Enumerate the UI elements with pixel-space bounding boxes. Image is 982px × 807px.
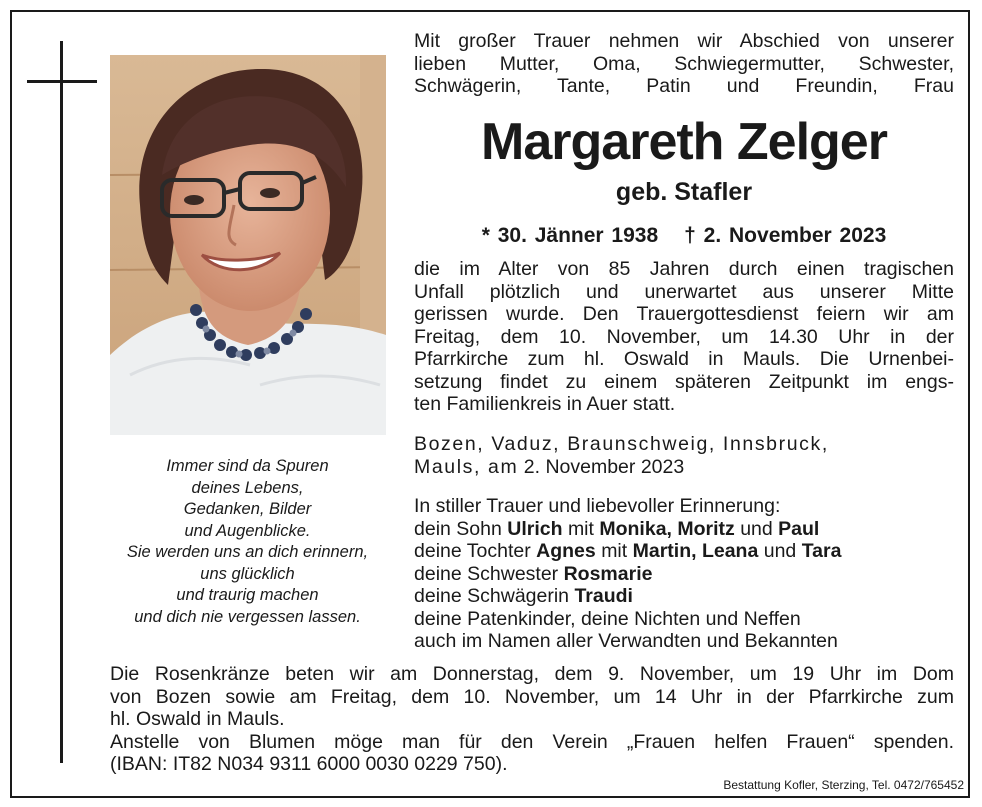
body-line: Unfall plötzlich und unerwartet aus unserer Mitte <box>414 280 954 303</box>
mourners-list <box>414 495 954 653</box>
cross-vertical-bar <box>60 41 63 763</box>
poem-line: und traurig machen <box>176 586 319 604</box>
body-line: Freitag, dem 10. November, um 14.30 Uhr in der <box>414 325 954 348</box>
date-line <box>414 456 954 479</box>
mourners-intro: In stiller Trauer und liebevoller Erinnerung: <box>414 495 781 517</box>
donation-line: Anstelle von Blumen möge man für den Verein „Frauen helfen Frauen“ spenden. <box>110 730 954 753</box>
mourner-son: dein Sohn Ulrich mit Monika, Moritz und Paul <box>414 517 820 540</box>
service-line: von Bozen sowie am Freitag, dem 10. November, um 14 Uhr in der Pfarrkirche zum <box>110 685 954 708</box>
mourner-sister-in-law: deine Schwägerin Traudi <box>414 585 633 607</box>
service-line: Die Rosenkränze beten wir am Donnerstag, dem 9. November, um 19 Uhr im Dom <box>110 663 954 685</box>
intro-line: Mit großer Trauer nehmen wir Abschied von unserer <box>414 30 954 52</box>
body-line: setzung findet zu einem späteren Zeitpunkt im engs- <box>414 370 954 393</box>
poem-line: und Augenblicke. <box>184 521 311 540</box>
place-mauls: Mauls, am <box>414 455 519 478</box>
deceased-name: Margareth Zelger <box>481 113 887 171</box>
places-and-date <box>414 433 954 478</box>
poem-line: Sie werden uns an dich erinnern, <box>126 543 369 561</box>
memorial-poem <box>105 456 390 628</box>
signing-date: 2. November 2023 <box>523 455 685 478</box>
cross-horizontal-bar <box>27 80 97 83</box>
poem-line: und dich nie vergessen lassen. <box>134 607 361 626</box>
intro-line: Schwägerin, Tante, Patin und Freundin, Frau <box>414 75 954 97</box>
service-line: hl. Oswald in Mauls. <box>110 708 285 730</box>
mourner-all: auch im Namen aller Verwandten und Bekannten <box>414 630 838 652</box>
life-dates <box>414 223 954 249</box>
birth-name: geb. Stafler <box>615 178 753 206</box>
poem-line: Immer sind da Spuren <box>166 457 329 475</box>
body-line: ten Familienkreis in Auer statt. <box>414 393 676 415</box>
intro-text <box>414 30 954 98</box>
body-line: gerissen wurde. Den Trauergottesdienst feiern wir am <box>414 303 954 325</box>
iban-line: (IBAN: IT82 N034 9311 6000 0030 0229 750). <box>110 753 508 775</box>
mourner-sister: deine Schwester Rosmarie <box>414 562 653 585</box>
mourner-daughter: deine Tochter Agnes mit Martin, Leana und Tara <box>414 540 842 562</box>
body-line: die im Alter von 85 Jahren durch einen tragischen <box>414 258 954 280</box>
service-details <box>110 663 954 776</box>
places-line: Bozen, Vaduz, Braunschweig, Innsbruck, <box>414 433 829 455</box>
body-line: Pfarrkirche zum hl. Oswald in Mauls. Die Urnenbei- <box>414 348 954 370</box>
mourner-relatives: deine Patenkinder, deine Nichten und Neffen <box>414 607 801 630</box>
announcement-text <box>414 258 954 416</box>
intro-line: lieben Mutter, Oma, Schwiegermutter, Schwester, <box>414 52 954 75</box>
poem-line: uns glücklich <box>200 564 295 583</box>
death-date: † 2. November 2023 <box>684 224 887 247</box>
portrait-photo <box>110 55 386 435</box>
poem-line: deines Lebens, <box>191 478 304 497</box>
poem-line: Gedanken, Bilder <box>183 500 312 518</box>
birth-date: * 30. Jänner 1938 <box>481 224 659 247</box>
funeral-home-credit: Bestattung Kofler, Sterzing, Tel. 0472/765452 <box>723 778 964 792</box>
